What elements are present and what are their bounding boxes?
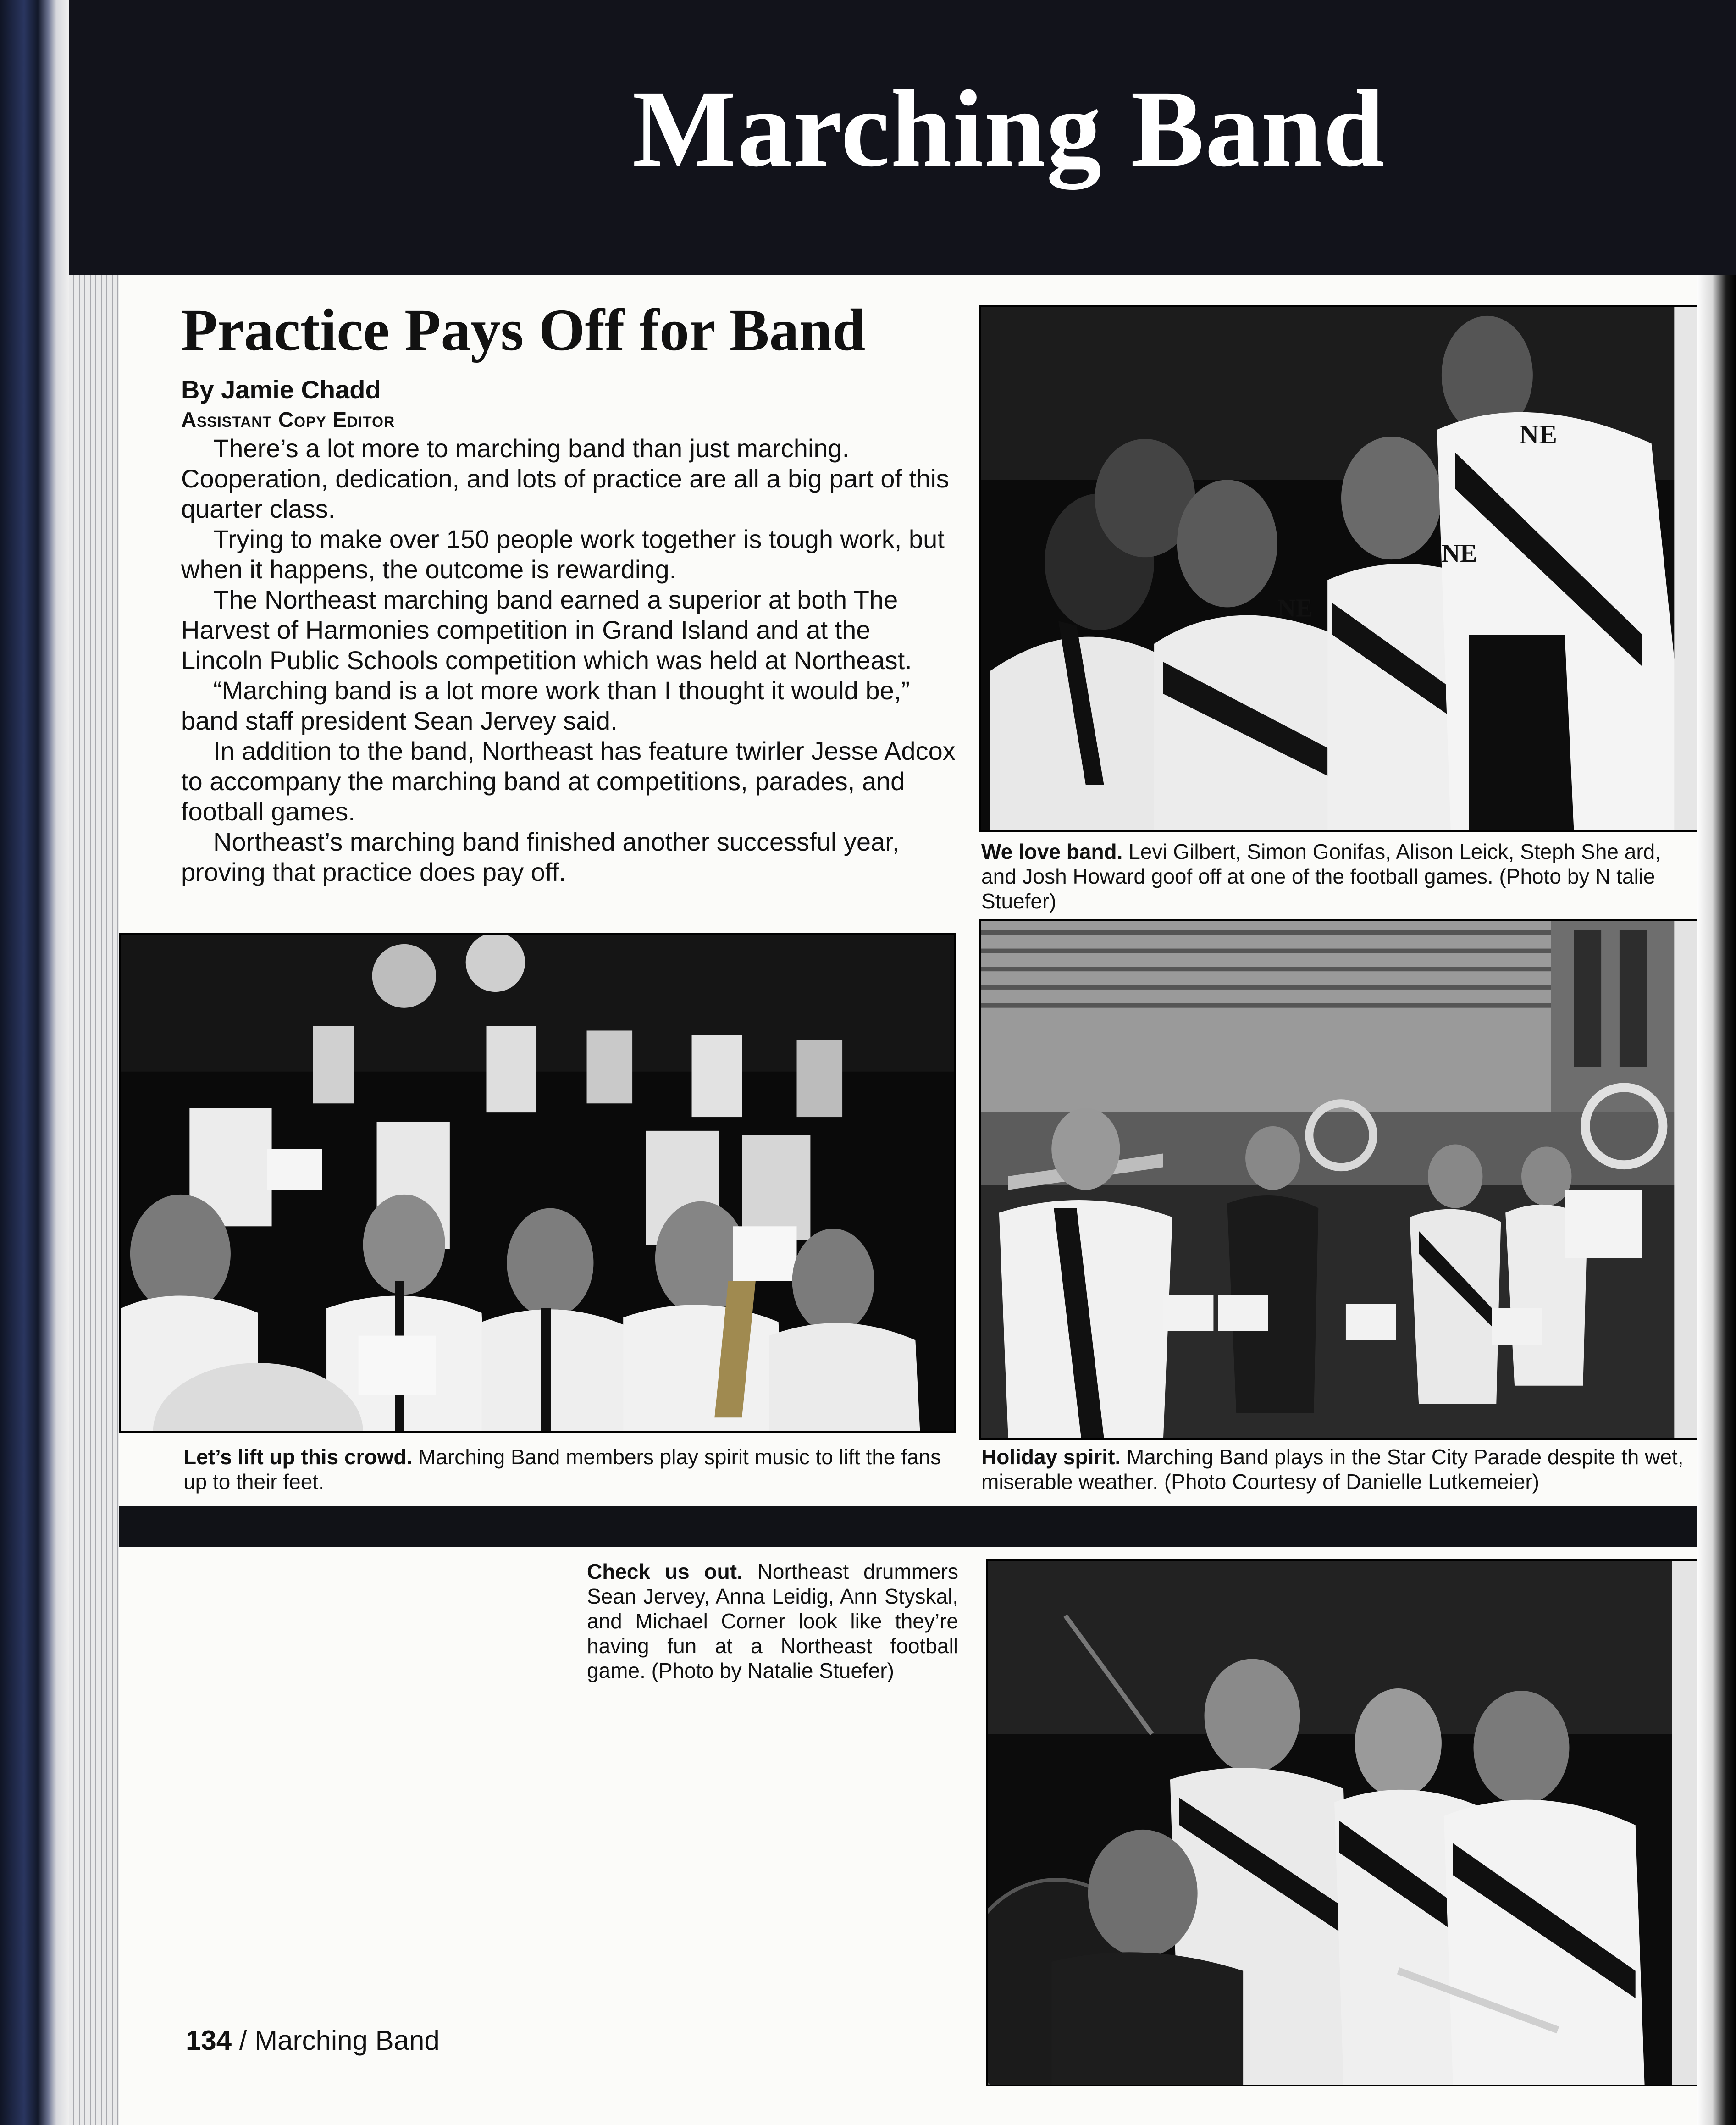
caption-text: Levi Gilbert, Simon Gonifas, Alison Leick, Steph She ard, and Josh Howard goof off at one of the football games. (Photo by N talie Stuefer): [981, 840, 1661, 913]
article-paragraph: The Northeast marching band earned a superior at both The Harvest of Harmonies competition in Grand Island and at the Lincoln Public Schools competition which was held at Northeast.: [181, 585, 912, 675]
book-spine: [0, 0, 69, 2125]
page-number: 134: [186, 2025, 232, 2056]
page-title: Marching Band: [632, 67, 1385, 189]
caption-lead: Let’s lift up this crowd.: [183, 1445, 413, 1469]
folio-separator: /: [232, 2025, 255, 2056]
photo-holiday-spirit: [979, 919, 1703, 1440]
uniform-letters: NE: [1519, 419, 1557, 449]
article-paragraph: In addition to the band, Northeast has feature twirler Jesse Adcox to accompany the marching band at competitions, parades, and football games.: [181, 736, 956, 826]
photo-check-us-out-image: [988, 1561, 1697, 2085]
caption-lead: Holiday spirit.: [981, 1445, 1121, 1469]
article-paragraph: There’s a lot more to marching band than just marching. Cooperation, dedication, and lots of practice are all a big part of this quarter class.: [181, 434, 949, 523]
caption-text: Marching Band members play spirit music to lift the fans up to their feet.: [183, 1445, 941, 1494]
page-gutter-shadow: [1697, 275, 1736, 2125]
caption-lead: Check us out.: [587, 1560, 743, 1583]
caption-text: Marching Band plays in the Star City Parade despite th wet, miserable weather. (Photo Courtesy of Danielle Lutkemeier): [981, 1445, 1684, 1494]
photo-lift-up-crowd: [119, 933, 956, 1433]
article-byline: By Jamie Chadd: [181, 375, 381, 404]
photo-we-love-band: [979, 305, 1703, 832]
page-folio: [186, 2022, 553, 2059]
article-paragraph: Trying to make over 150 people work together is tough work, but when it happens, the outcome is rewarding.: [181, 525, 945, 584]
caption-text: Northeast drummers Sean Jervey, Anna Leidig, Ann Styskal, and Michael Corner look like they’re having fun at a Northeast football game. (Photo by Natalie Stuefer): [587, 1560, 958, 1682]
uniform-letters: NE: [1277, 594, 1313, 623]
article-paragraph: “Marching band is a lot more work than I thought it would be,” band staff president Sean Jervey said.: [181, 676, 910, 735]
caption-we-love-band: [981, 839, 1697, 917]
article-byline-role: Assistant Copy Editor: [181, 408, 395, 432]
caption-lift-up-crowd: [183, 1444, 958, 1495]
article-headline: Practice Pays Off for Band: [181, 297, 866, 363]
folio-section: Marching Band: [254, 2025, 440, 2056]
caption-lead: We love band.: [981, 840, 1123, 863]
photo-lift-up-crowd-image: [121, 935, 954, 1431]
section-divider: [119, 1506, 1736, 1547]
photo-check-us-out: [986, 1559, 1699, 2086]
caption-holiday-spirit: [981, 1444, 1697, 1495]
article-paragraph: Northeast’s marching band finished another successful year, proving that practice does pay off.: [181, 827, 900, 886]
uniform-letters: NE: [1441, 539, 1477, 568]
article-body: [181, 433, 956, 924]
photo-holiday-spirit-image: [981, 921, 1702, 1438]
photo-we-love-band-image: [981, 307, 1702, 830]
page-edges: [69, 275, 119, 2125]
caption-check-us-out: [587, 1559, 958, 1697]
